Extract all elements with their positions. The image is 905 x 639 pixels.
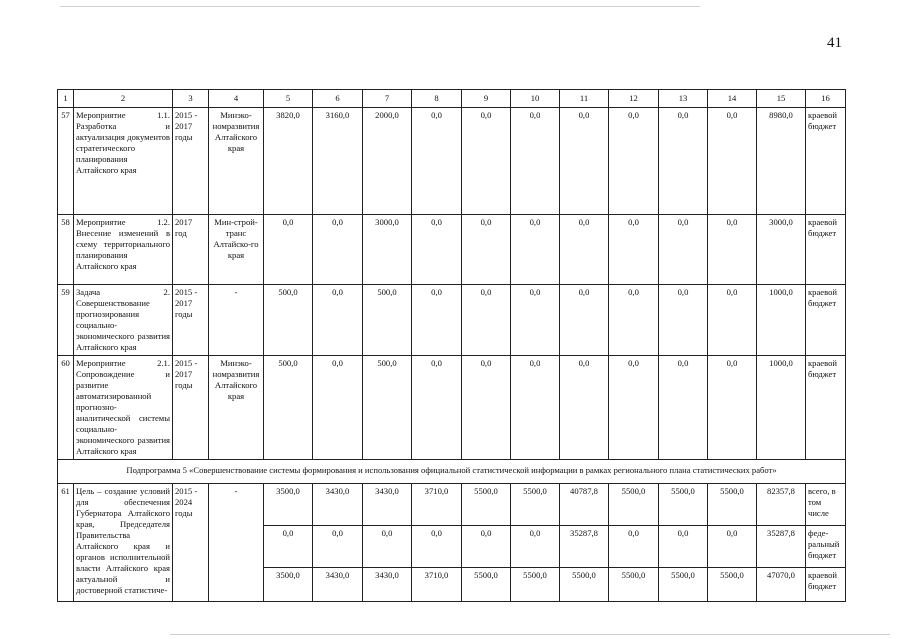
table-cell: 82357,8 <box>757 484 806 526</box>
table-cell: 3160,0 <box>313 108 363 215</box>
table-cell: 0,0 <box>609 215 659 285</box>
table-cell: 0,0 <box>659 285 708 356</box>
table-cell: Мероприятие 1.2. Внесение изменений в схему территориального планирования Алтайского края <box>74 215 173 285</box>
table-cell: 3710,0 <box>412 484 462 526</box>
table-cell: 5500,0 <box>609 484 659 526</box>
column-header: 13 <box>659 90 708 108</box>
table-cell: 3710,0 <box>412 568 462 602</box>
table-cell: 1000,0 <box>757 356 806 460</box>
table-cell: 500,0 <box>264 285 313 356</box>
column-number-header <box>58 90 846 108</box>
table-cell: 0,0 <box>313 285 363 356</box>
table-cell: 3500,0 <box>264 484 313 526</box>
column-header: 4 <box>209 90 264 108</box>
column-header: 3 <box>173 90 209 108</box>
table-row <box>58 356 846 460</box>
table-cell: Мероприятие 1.1. Разработка и актуализация документов стратегического планирования Алтайского края <box>74 108 173 215</box>
column-header: 7 <box>363 90 412 108</box>
table-cell: 0,0 <box>560 356 609 460</box>
column-header: 5 <box>264 90 313 108</box>
table-cell: 0,0 <box>560 285 609 356</box>
column-header: 10 <box>511 90 560 108</box>
table-cell: 500,0 <box>363 356 412 460</box>
column-header: 9 <box>462 90 511 108</box>
table-cell: 3430,0 <box>313 568 363 602</box>
column-header: 11 <box>560 90 609 108</box>
table-cell: 3000,0 <box>363 215 412 285</box>
table-cell: 5500,0 <box>659 484 708 526</box>
column-header: 6 <box>313 90 363 108</box>
table-cell: 0,0 <box>412 108 462 215</box>
table-cell: 40787,8 <box>560 484 609 526</box>
table-cell: 47070,0 <box>757 568 806 602</box>
table-row <box>58 215 846 285</box>
funding-source: всего, в том числе <box>806 484 846 526</box>
table-cell: 60 <box>58 356 74 460</box>
table-cell: 0,0 <box>511 356 560 460</box>
table-cell: 0,0 <box>511 215 560 285</box>
table-cell: 5500,0 <box>560 568 609 602</box>
table-cell: 0,0 <box>511 526 560 568</box>
table-cell: 0,0 <box>313 356 363 460</box>
table-cell: 35287,8 <box>560 526 609 568</box>
table-cell: Задача 2. Совершенствование прогнозирования социально-экономического развития Алтайского края <box>74 285 173 356</box>
program-table <box>57 89 846 602</box>
row-executor: - <box>209 484 264 602</box>
table-cell: краевой бюджет <box>806 356 846 460</box>
table-cell: 35287,8 <box>757 526 806 568</box>
table-cell: 0,0 <box>511 108 560 215</box>
table-cell: 0,0 <box>708 285 757 356</box>
funding-source: краевой бюджет <box>806 568 846 602</box>
table-cell: 5500,0 <box>708 484 757 526</box>
table-cell: - <box>209 285 264 356</box>
funding-source: феде-ральный бюджет <box>806 526 846 568</box>
table-cell: 0,0 <box>708 215 757 285</box>
subprogram-row <box>58 460 846 484</box>
table-cell: 0,0 <box>313 215 363 285</box>
table-cell: 3430,0 <box>313 484 363 526</box>
table-cell: 3430,0 <box>363 484 412 526</box>
table-cell: 2015 - 2017 годы <box>173 356 209 460</box>
column-header: 8 <box>412 90 462 108</box>
table-cell: 0,0 <box>462 215 511 285</box>
column-header: 16 <box>806 90 846 108</box>
table-cell: 0,0 <box>659 215 708 285</box>
table-cell: Минэко-номразвития Алтайского края <box>209 108 264 215</box>
table-cell: 3820,0 <box>264 108 313 215</box>
column-header: 12 <box>609 90 659 108</box>
table-cell: 3000,0 <box>757 215 806 285</box>
table-cell: 0,0 <box>609 526 659 568</box>
table-cell: 0,0 <box>412 356 462 460</box>
scan-artifact-top <box>60 6 700 7</box>
table-cell: 57 <box>58 108 74 215</box>
table-cell: 0,0 <box>462 356 511 460</box>
table-body <box>58 108 846 602</box>
table-row <box>58 484 846 526</box>
table-cell: 0,0 <box>412 285 462 356</box>
table-cell: 0,0 <box>560 215 609 285</box>
table-cell: 1000,0 <box>757 285 806 356</box>
table-cell: 0,0 <box>560 108 609 215</box>
table-cell: 5500,0 <box>511 484 560 526</box>
table-row <box>58 108 846 215</box>
table-cell: 0,0 <box>264 526 313 568</box>
table-cell: 0,0 <box>708 356 757 460</box>
table-cell: 2017 год <box>173 215 209 285</box>
table-cell: 0,0 <box>659 108 708 215</box>
row-number: 61 <box>58 484 74 602</box>
table-cell: 2015 - 2017 годы <box>173 285 209 356</box>
table-cell: 0,0 <box>412 526 462 568</box>
table-cell: 5500,0 <box>708 568 757 602</box>
column-header: 14 <box>708 90 757 108</box>
column-header: 15 <box>757 90 806 108</box>
table-cell: 0,0 <box>659 356 708 460</box>
table-cell: 0,0 <box>462 108 511 215</box>
row-description: Цель – создание условий для обеспечения Губернатора Алтайского края, Председателя Правительства Алтайского края и органов исполнительной власти Алтайского края актуальной и достоверной статистиче- <box>74 484 173 602</box>
table-cell: краевой бюджет <box>806 285 846 356</box>
table-cell: 5500,0 <box>462 484 511 526</box>
table-cell: 5500,0 <box>462 568 511 602</box>
table-cell: 0,0 <box>462 285 511 356</box>
table-cell: 0,0 <box>609 108 659 215</box>
table-cell: 2000,0 <box>363 108 412 215</box>
table-cell: 59 <box>58 285 74 356</box>
table-cell: 0,0 <box>264 215 313 285</box>
table-cell: 0,0 <box>609 285 659 356</box>
table-cell: 0,0 <box>708 526 757 568</box>
table-cell: 0,0 <box>313 526 363 568</box>
table-cell: 3500,0 <box>264 568 313 602</box>
table-cell: 2015 - 2017 годы <box>173 108 209 215</box>
table-cell: 3430,0 <box>363 568 412 602</box>
table-cell: 0,0 <box>462 526 511 568</box>
table-cell: Мин-строй-транс Алтайско-го края <box>209 215 264 285</box>
scan-artifact-bottom <box>170 634 890 635</box>
table-cell: Минэко-номразвития Алтайского края <box>209 356 264 460</box>
table-cell: 58 <box>58 215 74 285</box>
table-cell: 5500,0 <box>659 568 708 602</box>
page-number: 41 <box>827 35 842 51</box>
table-cell: 8980,0 <box>757 108 806 215</box>
column-header: 2 <box>74 90 173 108</box>
table-cell: 0,0 <box>511 285 560 356</box>
table-cell: краевой бюджет <box>806 215 846 285</box>
table-cell: 0,0 <box>609 356 659 460</box>
table-cell: 500,0 <box>264 356 313 460</box>
table-cell: Мероприятие 2.1. Сопровождение и развитие автоматизированной прогнозно-аналитической системы социально-экономического развития Алтайского края <box>74 356 173 460</box>
table-cell: 0,0 <box>363 526 412 568</box>
table-cell: краевой бюджет <box>806 108 846 215</box>
table-cell: 0,0 <box>708 108 757 215</box>
table-cell: 0,0 <box>659 526 708 568</box>
table-row <box>58 285 846 356</box>
table-cell: 500,0 <box>363 285 412 356</box>
table-cell: 5500,0 <box>609 568 659 602</box>
row-period: 2015 - 2024 годы <box>173 484 209 602</box>
column-header: 1 <box>58 90 74 108</box>
table-cell: 5500,0 <box>511 568 560 602</box>
subprogram-title: Подпрограмма 5 «Совершенствование системы формирования и использования официальной статистической информации в рамках регионального плана статистических работ» <box>58 460 846 484</box>
table-cell: 0,0 <box>412 215 462 285</box>
